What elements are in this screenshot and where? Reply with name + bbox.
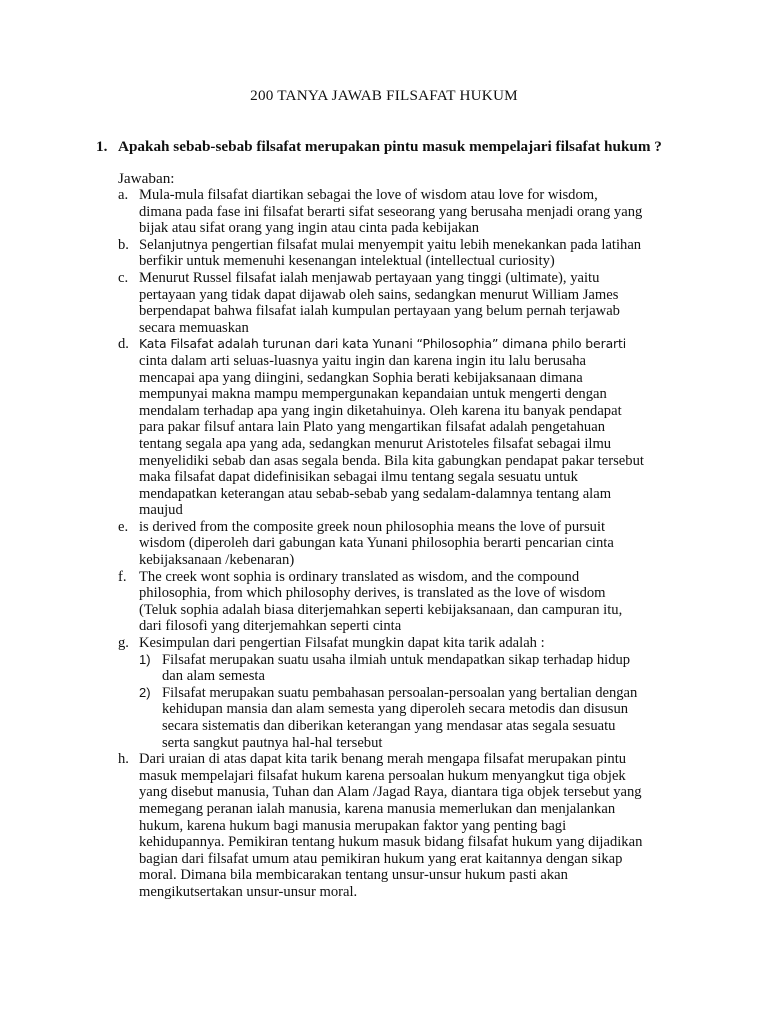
list-item <box>118 336 688 519</box>
list-item <box>118 237 688 270</box>
list-item-text <box>139 569 688 635</box>
text-line: cinta dalam arti seluas-luasnya yaitu ingin dan karena ingin itu lalu berusaha <box>139 352 586 369</box>
text-line: mengikutsertakan unsur-unsur moral. <box>139 883 358 900</box>
sub-list-item <box>139 652 688 685</box>
text-line: is derived from the composite greek noun philosophia means the love of pursuit <box>139 518 606 535</box>
text-line: Mula-mula filsafat diartikan sebagai the love of wisdom atau love for wisdom, <box>139 187 598 203</box>
text-line: mendalam terhadap apa yang ingin diketahuinya. Oleh karena itu banyak pendapat <box>139 402 622 419</box>
text-line: philosophia, from which philosophy derives, is translated as the love of wisdom <box>139 585 606 602</box>
list-item-text <box>139 751 688 900</box>
text-line: dimana pada fase ini filsafat berarti sifat seseorang yang berusaha menjadi orang yang <box>139 203 643 220</box>
list-item <box>118 187 688 237</box>
text-line: menyelidiki sebab dan asas segala benda. Bila kita gabungkan pendapat pakar tersebut <box>139 452 644 469</box>
sub-list-item-marker: 2) <box>139 684 151 700</box>
text-line: kehidupannya. Pemikiran tentang hukum masuk bidang filsafat hukum yang dijadikan <box>139 834 643 851</box>
text-line: mempunyai makna mampu mempergunakan kepandaian untuk mengerti dengan <box>139 386 607 403</box>
sub-list-item-marker: 1) <box>139 651 151 667</box>
text-line: Filsafat merupakan suatu pembahasan persoalan-persoalan yang bertalian dengan <box>162 684 638 701</box>
list-item <box>118 270 688 336</box>
text-line: para pakar filsuf antara lain Plato yang mengartikan filsafat adalah pengetahuan <box>139 419 605 436</box>
text-line: mencapai apa yang diingini, sedangkan Sophia berati kebijaksanaan dimana <box>139 369 583 386</box>
sub-list-item-text <box>162 685 688 751</box>
text-line: moral. Dimana bila membicarakan tentang unsur-unsur hukum pasti akan <box>139 867 568 884</box>
list-item-marker: f. <box>118 568 127 585</box>
text-line: kebijaksanaan /kebenaran) <box>139 552 295 569</box>
list-item-marker: h. <box>118 751 129 768</box>
list-item-marker: c. <box>118 269 129 286</box>
list-item-marker: d. <box>118 336 129 353</box>
text-line: berfikir untuk memenuhi kesenangan intelektual (intellectual curiosity) <box>139 253 555 270</box>
text-line: yang disebut manusia, Tuhan dan Alam /Jagad Raya, diantara tiga objek tersebut yang <box>139 784 642 801</box>
text-line: hukum, karena hukum bagi manusia merupakan faktor yang penting bagi <box>139 817 567 834</box>
text-line: masuk mempelajari filsafat hukum karena persoalan hukum menyangkut tiga objek <box>139 767 626 784</box>
text-line: Selanjutnya pengertian filsafat mulai menyempit yaitu lebih menekankan pada latihan <box>139 236 642 253</box>
question-heading <box>96 137 716 157</box>
text-line: dari filosofi yang diterjemahkan seperti cinta <box>139 618 402 635</box>
text-line: berpendapat bahwa filsafat ialah kumpulan pertayaan yang belum pernah terjawab <box>139 303 620 320</box>
list-item-text <box>139 336 688 519</box>
list-item-text <box>139 270 688 336</box>
text-line: Kesimpulan dari pengertian Filsafat mungkin dapat kita tarik adalah : <box>139 635 545 652</box>
answer-list <box>118 187 688 901</box>
text-line: maujud <box>139 502 183 519</box>
question-text: Apakah sebab-sebab filsafat merupakan pintu masuk mempelajari filsafat hukum ? <box>118 138 662 155</box>
text-line: secara sistematis dan diberikan keterangan yang mendasar atas segala sesuatu <box>162 718 616 734</box>
sub-list <box>139 652 688 752</box>
text-line: Filsafat merupakan suatu usaha ilmiah untuk mendapatkan sikap terhadap hidup <box>162 651 631 668</box>
list-item-marker: a. <box>118 187 129 203</box>
text-line: maka filsafat dapat didefinisikan sebagai ilmu tentang segala sesuatu untuk <box>139 469 578 486</box>
text-line: bagian dari filsafat umum atau pemikiran hukum yang erat kaitannya dengan sikap <box>139 850 623 867</box>
list-item-text <box>139 187 688 237</box>
text-line: pertayaan yang tidak dapat dijawab oleh sains, sedangkan menurut William James <box>139 286 619 303</box>
list-item <box>118 635 688 751</box>
list-item-marker: e. <box>118 518 129 535</box>
text-line: Kata Filsafat adalah turunan dari kata Yunani “Philosophia” dimana philo berarti <box>139 336 627 352</box>
text-line: The creek wont sophia is ordinary translated as wisdom, and the compound <box>139 568 580 585</box>
sub-list-item-text <box>162 652 688 685</box>
text-line: bijak atau sifat orang yang ingin atau cinta pada kebijakan <box>139 220 479 237</box>
text-line: wisdom (diperoleh dari gabungan kata Yunani philosophia berarti pencarian cinta <box>139 535 614 552</box>
text-line: dan alam semesta <box>162 668 265 685</box>
question-number: 1. <box>96 138 108 155</box>
list-item-marker: b. <box>118 236 129 253</box>
text-line: mendapatkan keterangan atau sebab-sebab yang sedalam-dalamnya tentang alam <box>139 485 612 502</box>
answer-label: Jawaban: <box>118 170 175 187</box>
document-title: 200 TANYA JAWAB FILSAFAT HUKUM <box>250 87 518 104</box>
sub-list-item <box>139 685 688 751</box>
list-item-text <box>139 635 688 751</box>
text-line: secara memuaskan <box>139 319 249 336</box>
text-line: Menurut Russel filsafat ialah menjawab pertayaan yang tinggi (ultimate), yaitu <box>139 269 600 286</box>
text-line: kehidupan mansia dan alam semesta yang diperoleh secara metodis dan disusun <box>162 701 629 718</box>
list-item <box>118 751 688 900</box>
list-item-marker: g. <box>118 635 129 652</box>
list-item-text <box>139 519 688 569</box>
list-item <box>118 569 688 635</box>
text-line: Dari uraian di atas dapat kita tarik benang merah mengapa filsafat merupakan pintu <box>139 751 627 768</box>
text-line: memegang peranan ialah manusia, karena manusia memerlukan dan menjalankan <box>139 800 616 817</box>
text-line: (Teluk sophia adalah biasa diterjemahkan seperti kebijaksanaan, dan campuran itu, <box>139 601 623 618</box>
text-line: tentang segala apa yang ada, sedangkan menurut Aristoteles filsafat sebagai ilmu <box>139 435 612 452</box>
text-line: serta sangkut pautnya hal-hal tersebut <box>162 734 383 751</box>
list-item <box>118 519 688 569</box>
list-item-text <box>139 237 688 270</box>
